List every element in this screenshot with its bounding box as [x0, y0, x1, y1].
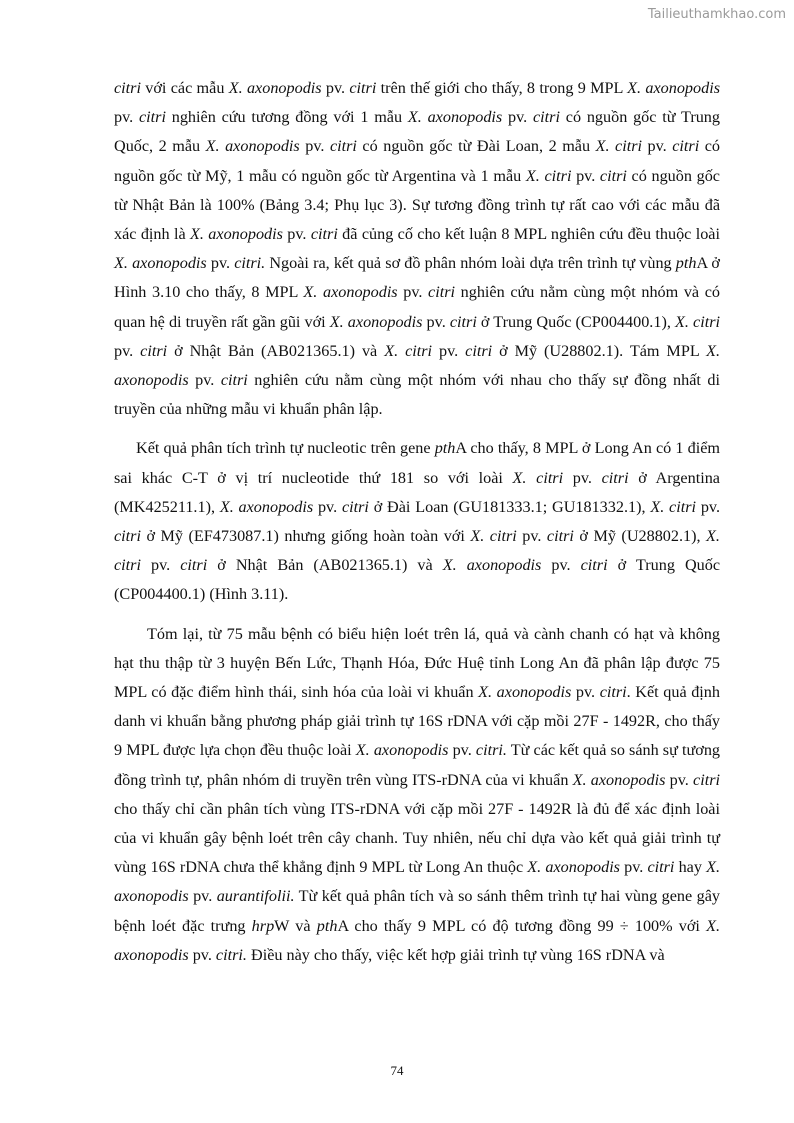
text-run: ở Mỹ (U28802.1), [573, 527, 707, 546]
text-run: ở Nhật Bản (AB021365.1) và [207, 556, 443, 575]
italic-term: X. axonopodis [329, 312, 423, 331]
text-run: pv. [140, 556, 181, 575]
italic-term: citri [465, 341, 493, 360]
text-run: pv. [397, 283, 429, 302]
text-run: pv. [299, 137, 330, 156]
page-number: 74 [390, 1063, 404, 1078]
italic-term: citri [599, 166, 627, 185]
text-run: pv. [321, 79, 350, 97]
italic-term: X. axonopodis [572, 770, 666, 789]
text-run: đã củng cố cho kết luận 8 MPL nghiên cứu đều thuộc loài [337, 225, 720, 244]
text-run: pv. [448, 741, 476, 760]
text-run: pv. [114, 108, 139, 127]
text-run: Kết quả phân tích trình tự nucleotic trên gene [136, 439, 435, 458]
text-run: pv. [422, 312, 450, 331]
text-run: trên thế giới cho thấy, 8 trong 9 MPL [376, 79, 628, 97]
text-run: nghiên cứu nằm cùng một nhóm với nhau cho thấy sự đồng nhất di truyền của những mẫu vi khuẩn phân lập. [114, 371, 720, 419]
italic-term: citri [532, 108, 560, 127]
italic-term: X. axonopodis [407, 108, 503, 127]
italic-term: X. citri [674, 312, 720, 331]
text-run: nghiên cứu tương đồng với 1 mẫu [165, 108, 408, 127]
italic-term: X. axonopodis [114, 916, 721, 964]
text-run: pv. [502, 108, 533, 127]
italic-term: citri. [234, 254, 266, 273]
text-run: A cho thấy, 8 MPL ở Long An có 1 điểm sai khác C-T ở vị trí nucleotide thứ 181 so với loài [114, 439, 720, 487]
text-run: ở Trung Quốc (CP004400.1), [476, 312, 675, 331]
paragraph-similarity-results [114, 74, 720, 424]
italic-term: citri [599, 683, 627, 702]
text-run: pv. [563, 468, 602, 487]
text-run: nghiên cứu nằm cùng một nhóm và có quan hệ di truyền rất gần gũi với [114, 283, 721, 331]
italic-term: citri [647, 858, 675, 877]
text-run: A cho thấy 9 MPL có độ tương đồng 99 ÷ 100% với [337, 916, 707, 935]
italic-term: pth [316, 916, 338, 935]
document-body [114, 74, 720, 970]
italic-term: X. citri [512, 468, 564, 487]
italic-term: citri [114, 79, 141, 97]
italic-term: citri [428, 283, 456, 302]
italic-term: citri [449, 312, 477, 331]
text-run: có nguồn gốc từ Trung Quốc, 2 mẫu [114, 108, 720, 156]
italic-term: X. axonopodis [228, 79, 322, 97]
italic-term: citri [601, 468, 629, 487]
text-run: với các mẫu [140, 79, 229, 97]
text-run: ở Mỹ (U28802.1). Tám MPL [492, 341, 707, 360]
text-run: Từ các kết quả so sánh sự tương đồng trình tự, phân nhóm di truyền trên vùng ITS-rDNA của vi khuẩn [114, 741, 721, 789]
italic-term: citri [138, 108, 166, 127]
italic-term: X. citri [525, 166, 572, 185]
text-run: . Kết quả định danh vi khuẩn bằng phương pháp giải trình tự 16S rDNA với cặp mồi 27F - 1492R, cho thấy 9 MPL được lựa chọn đều thuộc loài [114, 683, 720, 760]
italic-term: pth [675, 254, 697, 273]
italic-term: citri. [215, 945, 247, 964]
text-run: ở Mỹ (EF473087.1) nhưng giống hoàn toàn với [140, 527, 471, 546]
italic-term: citri [220, 371, 248, 390]
text-run: Tóm lại, từ 75 mẫu bệnh có biểu hiện loét trên lá, quả và cành chanh có hạt và không hạt thu thập từ 3 huyện Bến Lức, Thạnh Hóa, Đức Huệ tỉnh Long An đã phân lập được 75 MPL có đặc điểm hình thái, sinh hóa của loài vi khuẩn [114, 624, 720, 702]
text-run: có nguồn gốc từ Nhật Bản là 100% (Bảng 3.4; Phụ lục 3). Sự tương đồng trình tự rất cao với các mẫu đã xác định là [114, 166, 720, 244]
italic-term: X. axonopodis [205, 137, 300, 156]
text-run: pv. [571, 683, 600, 702]
italic-term: citri [349, 79, 377, 97]
text-run: cho thấy chỉ cần phân tích vùng ITS-rDNA với cặp mồi 27F - 1492R là đủ để xác định loài của vi khuẩn gây bệnh loét trên cây chanh. Tuy nhiên, nếu chỉ dựa vào kết quả giải trình tự vùng 16S rDNA chưa thể khẳng định 9 MPL từ Long An thuộc [114, 799, 720, 877]
italic-term: X. axonopodis [627, 79, 721, 97]
italic-term: citri [114, 527, 141, 546]
italic-term: aurantifolii. [216, 887, 295, 906]
text-run: pv. [206, 254, 235, 273]
italic-term: X. axonopodis [114, 858, 721, 906]
italic-term: X. axonopodis [303, 283, 398, 302]
italic-term: citri [580, 556, 608, 575]
text-run: pv. [313, 497, 342, 516]
italic-term: X. citri [384, 341, 433, 360]
text-run: hay [674, 858, 707, 877]
italic-term: pth [434, 439, 456, 458]
italic-term: hrp [251, 916, 275, 935]
text-run: pv. [696, 497, 721, 516]
italic-term: X. citri [595, 137, 643, 156]
text-run: ở Argentina (MK425211.1), [114, 468, 720, 516]
text-run: pv. [516, 527, 547, 546]
text-run: pv. [620, 858, 648, 877]
paragraph-summary [114, 620, 720, 970]
text-run: ở Đài Loan (GU181333.1; GU181332.1), [368, 497, 651, 516]
text-run: pv. [188, 945, 216, 964]
italic-term: citri [310, 225, 338, 244]
italic-term: citri [341, 497, 369, 516]
text-run: pv. [571, 166, 600, 185]
text-run: pv. [188, 887, 217, 906]
italic-term: citri [140, 341, 168, 360]
text-run: pv. [432, 341, 466, 360]
text-run: W và [274, 916, 317, 935]
text-run: pv. [541, 556, 581, 575]
text-run: A ở Hình 3.10 cho thấy, 8 MPL [114, 254, 720, 302]
italic-term: X. axonopodis [114, 254, 207, 273]
italic-term: X. axonopodis [219, 497, 314, 516]
italic-term: X. axonopodis [442, 556, 542, 575]
italic-term: citri [329, 137, 357, 156]
text-run: pv. [642, 137, 673, 156]
italic-term: citri [180, 556, 208, 575]
text-run: có nguồn gốc từ Đài Loan, 2 mẫu [356, 137, 596, 156]
italic-term: citri. [475, 741, 507, 760]
text-run: pv. [114, 341, 141, 360]
text-run: pv. [188, 371, 221, 390]
text-run: pv. [665, 770, 694, 789]
text-run: Điều này cho thấy, việc kết hợp giải trình tự vùng 16S rDNA và [246, 945, 665, 964]
text-run: có nguồn gốc từ Mỹ, 1 mẫu có nguồn gốc từ Argentina và 1 mẫu [114, 137, 721, 185]
text-run: Từ kết quả phân tích và so sánh thêm trình tự hai vùng gene gây bệnh loét đặc trưng [114, 887, 720, 935]
italic-term: citri [672, 137, 700, 156]
italic-term: X. axonopodis [114, 341, 721, 390]
italic-term: X. citri [470, 527, 517, 546]
text-run: Ngoài ra, kết quả sơ đồ phân nhóm loài dựa trên trình tự vùng [265, 254, 676, 273]
italic-term: X. axonopodis [478, 683, 572, 702]
italic-term: X. axonopodis [355, 741, 449, 760]
italic-term: X. citri [114, 527, 720, 575]
paragraph-ptha-analysis [114, 434, 720, 609]
italic-term: citri [546, 527, 574, 546]
italic-term: citri [693, 770, 720, 789]
text-run: ở Trung Quốc (CP004400.1) (Hình 3.11). [114, 556, 721, 604]
italic-term: X. axonopodis [527, 858, 620, 877]
watermark: Tailieuthamkhao.com [647, 7, 786, 22]
italic-term: X. citri [650, 497, 697, 516]
text-run: pv. [282, 225, 311, 244]
text-run: ở Nhật Bản (AB021365.1) và [167, 341, 385, 360]
italic-term: X. axonopodis [190, 225, 283, 244]
